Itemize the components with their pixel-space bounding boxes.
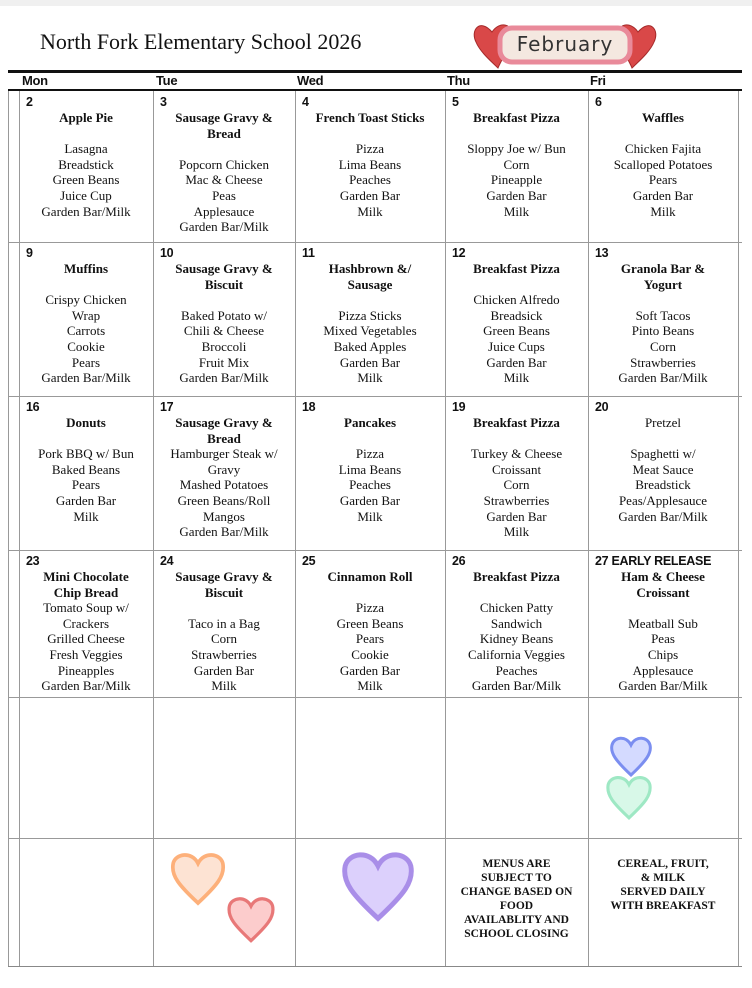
breakfast-item: Sausage Gravy &: [175, 415, 273, 430]
note-line: SUBJECT TO: [481, 872, 552, 884]
lunch-item: Pears: [71, 354, 101, 370]
lunch-item: Garden Bar/Milk: [179, 219, 269, 235]
date-label: 13: [595, 246, 609, 260]
date-label: 4: [302, 95, 309, 109]
heart-purple-icon: [336, 843, 420, 925]
lunch-item: Taco in a Bag: [188, 615, 260, 631]
weekday-header: [8, 73, 742, 90]
lunch-item: Milk: [503, 203, 530, 219]
day-cell-mon: [19, 396, 153, 550]
top-band: [0, 0, 752, 6]
breakfast-item: Granola Bar &: [620, 261, 706, 276]
breakfast-item: Waffles: [642, 110, 684, 125]
day-cell-tue: [153, 550, 295, 697]
lunch-item: Pizza: [355, 141, 385, 157]
lunch-item: Grilled Cheese: [47, 631, 125, 647]
heart-orange-icon: [165, 846, 231, 908]
day-cell-mon: [19, 91, 153, 242]
lunch-item: Milk: [357, 508, 383, 524]
lunch-item: Crispy Chicken: [45, 292, 127, 308]
date-label: 18: [302, 400, 316, 414]
lunch-item: Lima Beans: [338, 156, 402, 172]
breakfast-item: Mini Chocolate: [43, 569, 129, 584]
date-label: 6: [595, 95, 602, 109]
lunch-item: Mangos: [203, 508, 245, 524]
day-fri: Fri: [590, 73, 606, 88]
lunch-item: Gravy: [207, 461, 241, 477]
cereal-fruit-milk-note: [588, 857, 738, 913]
note-line: WITH BREAKFAST: [610, 900, 716, 912]
breakfast-item: Ham & Cheese: [621, 569, 705, 584]
date-number: [19, 399, 153, 415]
day-cell-wed: [295, 550, 445, 697]
date-number: [295, 553, 445, 569]
breakfast-item: Biscuit: [204, 584, 244, 600]
lunch-item: Mac & Cheese: [185, 172, 263, 188]
lunch-item: Garden Bar: [486, 187, 547, 203]
date-label: 16: [26, 400, 40, 414]
lunch-item: Chicken Alfredo: [473, 292, 560, 308]
day-cell-thu: [445, 242, 588, 396]
breakfast-item: Muffins: [63, 261, 109, 276]
note-line: SERVED DAILY: [620, 886, 706, 898]
day-cell-tue: [153, 396, 295, 550]
breakfast-item: Breakfast Pizza: [473, 261, 560, 276]
lunch-item: Peaches: [349, 477, 391, 493]
lunch-item: Milk: [211, 678, 237, 694]
lunch-item: Pork BBQ w/ Bun: [38, 446, 134, 462]
day-cell-thu: [445, 396, 588, 550]
breakfast-item: Breakfast Pizza: [473, 110, 560, 125]
day-thu: Thu: [447, 73, 470, 88]
lunch-item: Lasagna: [64, 141, 108, 157]
breakfast-item: Breakfast Pizza: [473, 415, 560, 430]
date-number: [445, 553, 588, 569]
date-label: 27: [595, 554, 609, 568]
breakfast-item: Pretzel: [644, 415, 682, 430]
lunch-item: Breadsick: [490, 307, 543, 323]
breakfast-item: Cinnamon Roll: [327, 569, 413, 584]
lunch-item: Garden Bar: [55, 492, 117, 508]
date-label: 26: [452, 554, 466, 568]
date-label: 19: [452, 400, 466, 414]
lunch-item: Milk: [73, 508, 99, 524]
lunch-item: Broccoli: [201, 338, 247, 354]
lunch-item: Chips: [647, 646, 679, 662]
day-cell-wed: [295, 91, 445, 242]
lunch-item: Popcorn Chicken: [179, 156, 269, 172]
date-number: [19, 94, 153, 110]
lunch-item: Breadstick: [58, 156, 114, 172]
date-number: [153, 399, 295, 415]
date-label: 12: [452, 246, 466, 260]
breakfast-item: Breakfast Pizza: [473, 569, 560, 584]
date-number: [445, 399, 588, 415]
lunch-item: Garden Bar: [632, 187, 694, 203]
breakfast-item: Yogurt: [643, 276, 683, 292]
lunch-item: Corn: [503, 477, 530, 493]
day-cell-fri: [588, 91, 738, 242]
lunch-item: Baked Potato w/: [181, 307, 267, 323]
lunch-item: Pizza: [355, 600, 385, 616]
date-number: [295, 245, 445, 261]
lunch-item: Garden Bar/Milk: [179, 370, 269, 386]
lunch-item: Corn: [211, 631, 237, 647]
lunch-item: Meatball Sub: [628, 615, 698, 631]
date-label: 17: [160, 400, 174, 414]
lunch-item: Chili & Cheese: [183, 323, 265, 339]
lunch-item: Soft Tacos: [635, 307, 691, 323]
breakfast-item: Pancakes: [344, 415, 396, 430]
lunch-item: Pineapples: [57, 662, 115, 678]
day-wed: Wed: [297, 73, 324, 88]
breakfast-item: Croissant: [636, 584, 690, 600]
lunch-item: California Veggies: [468, 646, 565, 662]
lunch-item: Pizza: [355, 446, 385, 462]
lunch-item: Breadstick: [635, 477, 691, 493]
date-number: [588, 399, 738, 415]
day-cell-wed: [295, 242, 445, 396]
day-cell-tue: [153, 242, 295, 396]
lunch-item: Sandwich: [490, 615, 543, 631]
lunch-item: Juice Cup: [60, 187, 112, 203]
lunch-item: Kidney Beans: [479, 631, 554, 647]
breakfast-item: Bread: [207, 430, 241, 446]
note-line: AVAILABLITY AND: [464, 914, 569, 926]
lunch-item: Garden Bar: [486, 508, 547, 524]
lunch-item: Garden Bar: [193, 662, 255, 678]
date-label: 5: [452, 95, 459, 109]
lunch-item: Peaches: [495, 662, 538, 678]
lunch-item: Chicken Fajita: [624, 141, 702, 157]
breakfast-item: Sausage Gravy &: [175, 110, 273, 125]
note-line: MENUS ARE: [482, 858, 551, 870]
day-cell-fri: [588, 396, 738, 550]
date-number: [153, 94, 295, 110]
lunch-item: Green Beans: [52, 172, 120, 188]
lunch-item: Cookie: [351, 646, 389, 662]
lunch-item: Garden Bar: [339, 662, 401, 678]
lunch-item: Meat Sauce: [632, 461, 694, 477]
lunch-item: Corn: [650, 338, 676, 354]
date-label: 23: [26, 554, 40, 568]
date-label: 20: [595, 400, 609, 414]
day-mon: Mon: [22, 73, 48, 88]
lunch-item: Milk: [503, 370, 530, 386]
date-number: [153, 553, 295, 569]
date-number: [588, 245, 738, 261]
date-label: 9: [26, 246, 33, 260]
lunch-item: Baked Beans: [51, 461, 121, 477]
breakfast-item: Sausage Gravy &: [175, 569, 273, 584]
lunch-item: Garden Bar: [339, 354, 401, 370]
day-cell-fri: [588, 550, 738, 697]
lunch-item: Pears: [355, 631, 385, 647]
lunch-item: Fresh Veggies: [49, 646, 123, 662]
lunch-item: Garden Bar/Milk: [618, 678, 708, 694]
lunch-item: Pizza Sticks: [338, 307, 402, 323]
date-label: 3: [160, 95, 167, 109]
date-label: 11: [302, 246, 315, 260]
lunch-item: Mashed Potatoes: [179, 477, 269, 493]
breakfast-item: Sausage Gravy &: [175, 261, 273, 276]
date-number: [19, 553, 153, 569]
note-line: CEREAL, FRUIT,: [617, 858, 709, 870]
lunch-item: Chicken Patty: [479, 600, 554, 616]
lunch-item: Mixed Vegetables: [323, 323, 417, 339]
day-cell-thu: [445, 91, 588, 242]
date-number: [588, 94, 738, 110]
date-number: [295, 399, 445, 415]
lunch-item: Juice Cups: [488, 338, 545, 354]
lunch-item: Peas/Applesauce: [618, 492, 708, 508]
day-cell-mon: [19, 242, 153, 396]
date-number: [19, 245, 153, 261]
lunch-item: Garden Bar/Milk: [41, 678, 131, 694]
lunch-item: Garden Bar/Milk: [41, 370, 131, 386]
lunch-item: Milk: [357, 370, 383, 386]
note-line: CHANGE BASED ON: [460, 886, 573, 898]
lunch-item: Garden Bar: [486, 354, 547, 370]
lunch-item: Garden Bar: [339, 492, 401, 508]
lunch-item: Milk: [650, 203, 676, 219]
date-label: 25: [302, 554, 316, 568]
page-title: North Fork Elementary School 2026: [40, 29, 362, 54]
breakfast-item: Biscuit: [204, 276, 244, 292]
lunch-item: Garden Bar/Milk: [618, 370, 708, 386]
lunch-item: Carrots: [66, 323, 106, 339]
lunch-item: Hamburger Steak w/: [170, 446, 278, 462]
lunch-item: Scalloped Potatoes: [613, 156, 713, 172]
lunch-item: Green Beans: [336, 615, 404, 631]
lunch-item: Applesauce: [193, 203, 255, 219]
lunch-item: Garden Bar/Milk: [179, 524, 269, 540]
lunch-item: Sloppy Joe w/ Bun: [467, 141, 566, 157]
breakfast-item: Sausage: [347, 276, 393, 292]
lunch-item: Peaches: [349, 172, 391, 188]
lunch-item: Applesauce: [632, 662, 694, 678]
day-cell-tue: [153, 91, 295, 242]
lunch-item: Garden Bar/Milk: [471, 678, 562, 694]
menus-subject-to-change-note: [445, 857, 588, 941]
date-number: [295, 94, 445, 110]
lunch-item: Baked Apples: [333, 338, 407, 354]
date-number: [445, 94, 588, 110]
note-line: FOOD: [499, 900, 534, 912]
date-number: [153, 245, 295, 261]
day-cell-wed: [295, 396, 445, 550]
note-line: SCHOOL CLOSING: [464, 928, 569, 940]
lunch-item: Wrap: [71, 307, 101, 323]
lunch-item: Garden Bar/Milk: [41, 203, 131, 219]
lunch-item: Corn: [503, 156, 530, 172]
month-label: February: [516, 32, 614, 56]
breakfast-item: Hashbrown &/: [328, 261, 412, 276]
lunch-item: Crackers: [62, 615, 110, 631]
lunch-item: Pinto Beans: [631, 323, 695, 339]
lunch-item: Pears: [71, 477, 101, 493]
breakfast-item: French Toast Sticks: [315, 110, 425, 125]
note-line: & MILK: [640, 872, 686, 884]
lunch-item: Milk: [357, 678, 383, 694]
date-number: [588, 553, 738, 569]
lunch-item: Tomato Soup w/: [43, 600, 129, 616]
lunch-item: Milk: [503, 524, 530, 540]
date-label: 10: [160, 246, 174, 260]
day-cell-thu: [445, 550, 588, 697]
breakfast-item: Apple Pie: [59, 110, 113, 125]
lunch-item: Green Beans: [483, 323, 550, 339]
heart-mint-icon: [603, 770, 655, 822]
lunch-item: Peas: [651, 631, 675, 647]
lunch-item: Fruit Mix: [198, 354, 250, 370]
breakfast-item: Donuts: [66, 415, 106, 430]
lunch-item: Milk: [357, 203, 383, 219]
date-label: 24: [160, 554, 174, 568]
lunch-item: Green Beans/Roll: [177, 492, 271, 508]
lunch-item: Strawberries: [483, 492, 550, 508]
day-cell-fri: [588, 242, 738, 396]
early-release-label: EARLY RELEASE: [611, 554, 712, 568]
lunch-item: Cookie: [67, 338, 105, 354]
heart-coral-icon: [223, 891, 279, 945]
calendar-grid: [8, 91, 742, 967]
date-label: 2: [26, 95, 33, 109]
lunch-item: Turkey & Cheese: [470, 446, 563, 462]
lunch-item: Strawberries: [630, 354, 696, 370]
lunch-item: Garden Bar: [339, 187, 401, 203]
lunch-item: Croissant: [491, 461, 542, 477]
breakfast-item: Chip Bread: [53, 584, 119, 600]
lunch-item: Pears: [648, 172, 678, 188]
lunch-item: Strawberries: [191, 646, 257, 662]
breakfast-item: Bread: [207, 125, 241, 141]
lunch-item: Pineapple: [490, 172, 543, 188]
lunch-item: Lima Beans: [338, 461, 402, 477]
day-tue: Tue: [156, 73, 178, 88]
lunch-item: Peas: [212, 187, 236, 203]
date-number: [445, 245, 588, 261]
lunch-item: Garden Bar/Milk: [618, 508, 708, 524]
day-cell-mon: [19, 550, 153, 697]
lunch-item: Spaghetti w/: [630, 446, 696, 462]
